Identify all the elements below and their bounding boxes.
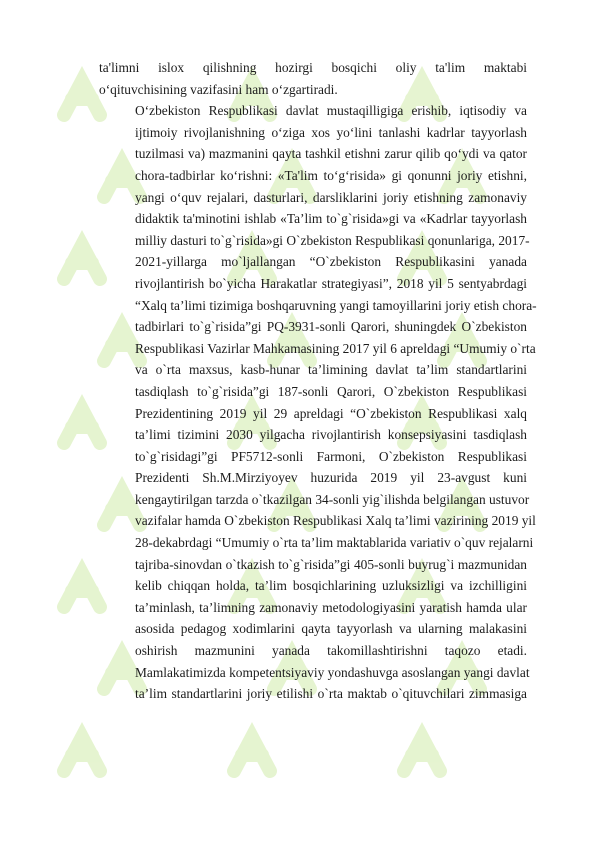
text-line: didaktik ta'minotini ishlab «Ta’lim to`g`risida»gi va «Kadrlar tayyorlash (135, 211, 527, 227)
text-line: tasdiqlash to`g`risida”gi 187-sonli Qarori, O`zbekiston Respublikasi (135, 383, 527, 399)
watermark-mark (404, 737, 440, 771)
document-body (99, 57, 537, 705)
watermark-mark (64, 245, 100, 279)
text-line: Prezidenti Sh.M.Mirziyoyev huzurida 2019 yil 23-avgust kuni (135, 470, 527, 486)
text-line: Mamlakatimizda kompetentsiyaviy yondashuvga asoslangan yangi davlat (135, 664, 530, 680)
watermark-mark (234, 737, 270, 771)
watermark-mark (64, 409, 100, 443)
paragraph-main (99, 100, 537, 705)
text-line: “Xalq ta’limi tizimiga boshqaruvning yangi tamoyillarini joriy etish chora- (135, 297, 537, 313)
text-line: oshirish mazmunini yanada takomillashtirishni taqozo etadi. (135, 643, 527, 659)
text-line: va o`rta maxsus, kasb-hunar ta’limining davlat ta’lim standartlarini (135, 362, 527, 378)
watermark-mark (64, 573, 100, 607)
text-line: ijtimoiy rivojlanishning o‘ziga xos yo‘lini tanlashi kadrlar tayyorlash (135, 124, 527, 140)
text-line: O‘zbekiston Respublikasi davlat mustaqilligiga erishib, iqtisodiy va (135, 103, 527, 119)
text-line: rivojlantirish bo`yicha Harakatlar strategiyasi”, 2018 yil 5 sentyabrdagi (135, 275, 527, 291)
text-line: vazifalar hamda O`zbekiston Respublikasi Xalq ta’limi vazirining 2019 yil (135, 513, 536, 529)
text-line: yangi o‘quv rejalari, dasturlari, darsliklarini joriy etishning zamonaviy (135, 189, 527, 205)
text-line: kelib chiqqan holda, ta’lim bosqichlarining uzluksizligi va izchilligini (135, 578, 527, 594)
text-line: Respublikasi Vazirlar Mahkamasining 2017 yil 6 apreldagi “Umumiy o`rta (135, 340, 536, 356)
text-line: tuzilmasi va) mazmanini qayta tashkil etishni zarur qilib qo‘ydi va qator (135, 146, 527, 162)
text-line: 28-dekabrdagi “Umumiy o`rta ta’lim maktablarida variativ o`quv rejalarni (135, 535, 534, 551)
text-line: to`g`risidagi”gi PF5712-sonli Farmoni, O`zbekiston Respublikasi (135, 448, 527, 464)
text-line: tajriba-sinovdan o`tkazish to`g`risida”gi 405-sonli buyrug`i mazmunidan (135, 556, 527, 572)
text-line: Prezidentining 2019 yil 29 apreldagi “O`zbekiston Respublikasi xalq (135, 405, 527, 421)
text-line: milliy dasturi to`g`risida»gi O`zbekiston Respublikasi qonunlariga, 2017- (135, 232, 530, 248)
text-line: 2021-yillarga mo`ljallangan “O`zbekiston Respublikasini yanada (135, 254, 527, 270)
watermark-mark (64, 81, 100, 115)
text-line: kengaytirilgan tarzda o`tkazilgan 34-sonli yig`ilishda belgilangan ustuvor (135, 491, 530, 507)
text-line: chora-tadbirlar ko‘rishni: «Ta'lim to‘g‘risida» gi qonunni joriy etishni, (135, 167, 527, 183)
text-line: o‘qituvchisining vazifasini ham o‘zgartiradi. (99, 81, 338, 97)
text-line: tadbirlari to`g`risida”gi PQ-3931-sonli Qarori, shuningdek O`zbekiston (135, 319, 527, 335)
text-line: ta’limi tizimini 2030 yilgacha rivojlantirish konsepsiyasini tasdiqlash (135, 427, 527, 443)
text-line: asosida pedagog xodimlarini qayta tayyorlash va ularning malakasini (135, 621, 527, 637)
text-line: ta’minlash, ta’limning zamonaviy metodologiyasini yaratish hamda ular (135, 599, 527, 615)
text-line: ta'limni islox qilishning hozirgi bosqichi oliy ta'lim maktabi (99, 60, 527, 75)
paragraph-intro (99, 57, 527, 100)
watermark-mark (64, 737, 100, 771)
text-line: ta’lim standartlarini joriy etilishi o`rta maktab o`qituvchilari zimmasiga (135, 686, 527, 702)
